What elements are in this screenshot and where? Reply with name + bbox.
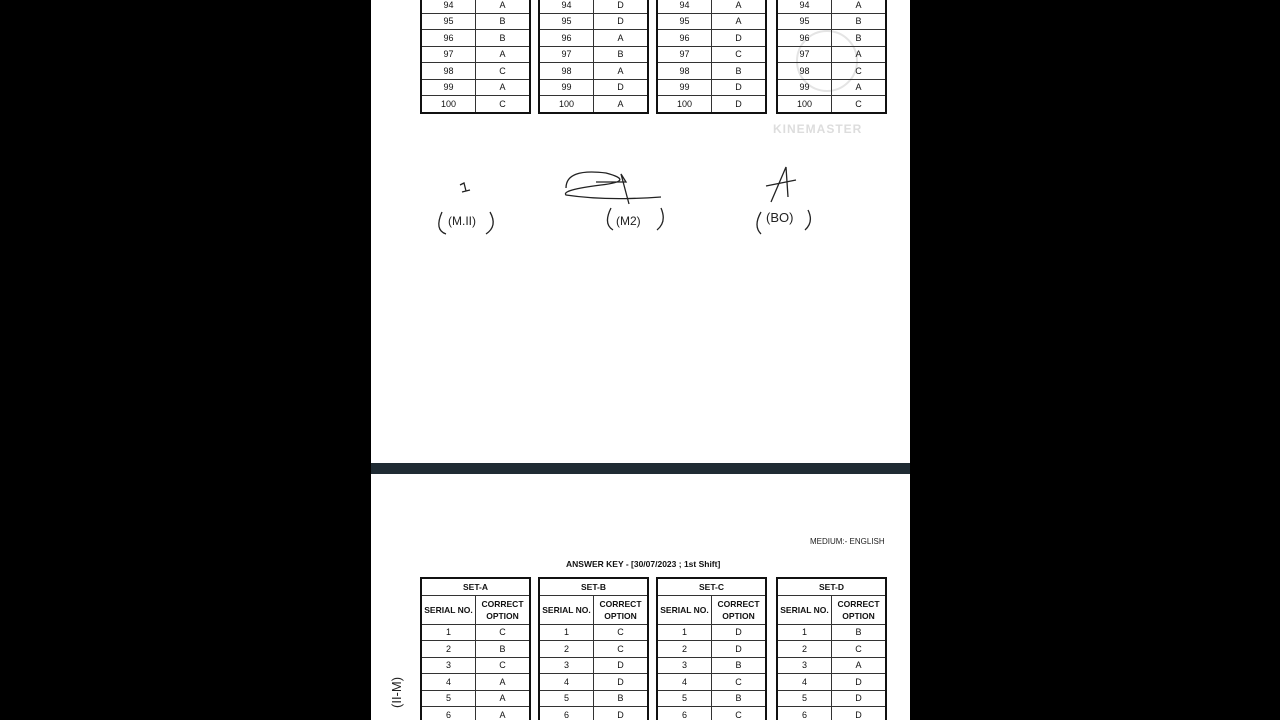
option-cell: B (712, 63, 767, 80)
serial-cell: 4 (421, 674, 476, 691)
table-row (421, 674, 530, 691)
serial-cell: 99 (777, 79, 832, 96)
option-cell: A (476, 707, 531, 720)
handwritten-signatures (426, 160, 826, 250)
serial-cell: 6 (539, 707, 594, 720)
option-cell: D (594, 13, 649, 30)
option-cell: C (476, 624, 531, 641)
set-a-table (420, 0, 531, 114)
serial-cell: 97 (539, 46, 594, 63)
serial-cell: 99 (421, 79, 476, 96)
option-cell: D (594, 674, 649, 691)
watermark-text: KINEMASTER (773, 122, 863, 136)
table-row (657, 707, 766, 720)
set-header: SET-D (777, 578, 886, 595)
option-cell: D (712, 624, 767, 641)
set-b-table (538, 0, 649, 114)
option-cell: C (712, 707, 767, 720)
set-header: SET-C (657, 578, 766, 595)
option-cell: A (476, 690, 531, 707)
option-cell: C (594, 624, 649, 641)
set-a-table (420, 577, 531, 720)
table-row (777, 63, 886, 80)
table-row (539, 624, 648, 641)
serial-cell: 95 (539, 13, 594, 30)
document-page-2 (371, 474, 910, 720)
serial-column-header: SERIAL NO. (421, 595, 476, 624)
table-row (657, 46, 766, 63)
option-cell: D (712, 96, 767, 113)
signature-3-label: (BO) (766, 210, 794, 225)
serial-cell: 4 (539, 674, 594, 691)
serial-cell: 99 (539, 79, 594, 96)
serial-cell: 94 (421, 0, 476, 13)
table-row (777, 79, 886, 96)
option-cell: C (712, 46, 767, 63)
page-separator (371, 463, 910, 474)
table-row (657, 657, 766, 674)
set-header: SET-A (421, 578, 530, 595)
table-row (777, 624, 886, 641)
serial-cell: 96 (421, 30, 476, 47)
table-row (421, 63, 530, 80)
option-cell: A (594, 30, 649, 47)
serial-cell: 2 (539, 641, 594, 658)
serial-cell: 98 (657, 63, 712, 80)
option-cell: C (476, 657, 531, 674)
set-c-table (656, 0, 767, 114)
table-row (777, 0, 886, 13)
table-row (657, 0, 766, 13)
option-cell: D (712, 641, 767, 658)
serial-cell: 95 (777, 13, 832, 30)
option-cell: B (712, 657, 767, 674)
table-row (777, 13, 886, 30)
table-row (657, 641, 766, 658)
serial-cell: 3 (777, 657, 832, 674)
option-cell: A (476, 0, 531, 13)
option-cell: A (712, 0, 767, 13)
serial-cell: 94 (777, 0, 832, 13)
table-row (421, 0, 530, 13)
serial-cell: 100 (657, 96, 712, 113)
option-cell: C (832, 641, 887, 658)
table-row (657, 30, 766, 47)
table-row (421, 641, 530, 658)
serial-cell: 3 (657, 657, 712, 674)
table-row (421, 79, 530, 96)
serial-cell: 5 (421, 690, 476, 707)
table-row (539, 0, 648, 13)
table-row (657, 96, 766, 113)
table-row (539, 13, 648, 30)
serial-cell: 94 (657, 0, 712, 13)
set-d-table (776, 0, 887, 114)
table-row (539, 641, 648, 658)
option-cell: D (712, 30, 767, 47)
serial-cell: 96 (657, 30, 712, 47)
option-cell: A (832, 657, 887, 674)
option-cell: C (712, 674, 767, 691)
table-row (777, 674, 886, 691)
serial-cell: 97 (421, 46, 476, 63)
table-row (777, 690, 886, 707)
table-row (421, 13, 530, 30)
set-d-table (776, 577, 887, 720)
table-row (421, 657, 530, 674)
option-cell: A (832, 46, 887, 63)
table-row (657, 690, 766, 707)
medium-label: MEDIUM:- ENGLISH (810, 537, 885, 546)
table-row (421, 707, 530, 720)
serial-cell: 99 (657, 79, 712, 96)
answer-key-title: ANSWER KEY - [30/07/2023 ; 1st Shift] (566, 559, 721, 569)
option-cell: D (594, 657, 649, 674)
table-row (777, 657, 886, 674)
table-row (657, 13, 766, 30)
serial-cell: 100 (421, 96, 476, 113)
serial-cell: 2 (421, 641, 476, 658)
serial-cell: 1 (421, 624, 476, 641)
option-cell: C (832, 96, 887, 113)
option-cell: B (594, 46, 649, 63)
table-row (777, 96, 886, 113)
serial-cell: 95 (657, 13, 712, 30)
serial-cell: 100 (539, 96, 594, 113)
table-row (539, 79, 648, 96)
serial-cell: 4 (777, 674, 832, 691)
margin-note (383, 646, 413, 716)
table-row (657, 674, 766, 691)
option-column-header: CORRECT OPTION (832, 595, 887, 624)
option-cell: D (594, 79, 649, 96)
serial-cell: 97 (657, 46, 712, 63)
serial-cell: 98 (421, 63, 476, 80)
option-cell: D (712, 79, 767, 96)
table-row (539, 674, 648, 691)
serial-cell: 98 (539, 63, 594, 80)
table-row (777, 707, 886, 720)
option-cell: B (476, 13, 531, 30)
option-column-header: CORRECT OPTION (476, 595, 531, 624)
table-row (539, 46, 648, 63)
signature-1-label: (M.II) (448, 214, 476, 228)
serial-cell: 94 (539, 0, 594, 13)
option-cell: B (832, 13, 887, 30)
option-cell: C (476, 96, 531, 113)
option-cell: B (476, 641, 531, 658)
serial-column-header: SERIAL NO. (777, 595, 832, 624)
table-row (421, 624, 530, 641)
option-cell: D (594, 707, 649, 720)
table-row (421, 96, 530, 113)
serial-cell: 95 (421, 13, 476, 30)
table-row (539, 657, 648, 674)
serial-cell: 3 (421, 657, 476, 674)
serial-cell: 5 (657, 690, 712, 707)
set-header: SET-B (539, 578, 648, 595)
serial-cell: 1 (539, 624, 594, 641)
option-cell: D (832, 674, 887, 691)
table-row (421, 30, 530, 47)
serial-cell: 6 (657, 707, 712, 720)
table-row (421, 690, 530, 707)
option-cell: B (832, 30, 887, 47)
serial-cell: 5 (539, 690, 594, 707)
serial-cell: 96 (777, 30, 832, 47)
table-row (657, 79, 766, 96)
option-cell: B (476, 30, 531, 47)
table-row (539, 63, 648, 80)
svg-text:(II-M): (II-M) (389, 676, 404, 708)
option-cell: A (832, 0, 887, 13)
serial-cell: 96 (539, 30, 594, 47)
serial-cell: 2 (777, 641, 832, 658)
option-cell: A (476, 46, 531, 63)
serial-cell: 6 (421, 707, 476, 720)
option-cell: B (594, 690, 649, 707)
serial-cell: 5 (777, 690, 832, 707)
table-row (539, 30, 648, 47)
table-row (657, 624, 766, 641)
option-column-header: CORRECT OPTION (712, 595, 767, 624)
serial-cell: 4 (657, 674, 712, 691)
table-row (657, 63, 766, 80)
table-row (539, 707, 648, 720)
option-cell: B (832, 624, 887, 641)
serial-cell: 2 (657, 641, 712, 658)
option-cell: D (832, 690, 887, 707)
option-cell: A (594, 63, 649, 80)
serial-cell: 97 (777, 46, 832, 63)
serial-cell: 100 (777, 96, 832, 113)
option-cell: D (832, 707, 887, 720)
serial-cell: 6 (777, 707, 832, 720)
document-page-1 (371, 0, 910, 463)
option-cell: A (712, 13, 767, 30)
option-cell: C (476, 63, 531, 80)
table-row (539, 690, 648, 707)
option-cell: A (476, 674, 531, 691)
serial-cell: 1 (777, 624, 832, 641)
option-cell: C (832, 63, 887, 80)
option-cell: C (594, 641, 649, 658)
serial-cell: 1 (657, 624, 712, 641)
table-row (777, 46, 886, 63)
serial-cell: 98 (777, 63, 832, 80)
option-cell: A (594, 96, 649, 113)
serial-cell: 3 (539, 657, 594, 674)
option-cell: D (594, 0, 649, 13)
option-cell: B (712, 690, 767, 707)
set-c-table (656, 577, 767, 720)
option-column-header: CORRECT OPTION (594, 595, 649, 624)
table-row (777, 30, 886, 47)
serial-column-header: SERIAL NO. (539, 595, 594, 624)
table-row (421, 46, 530, 63)
table-row (539, 96, 648, 113)
set-b-table (538, 577, 649, 720)
table-row (777, 641, 886, 658)
option-cell: A (476, 79, 531, 96)
serial-column-header: SERIAL NO. (657, 595, 712, 624)
signature-2-label: (M2) (616, 214, 641, 228)
option-cell: A (832, 79, 887, 96)
